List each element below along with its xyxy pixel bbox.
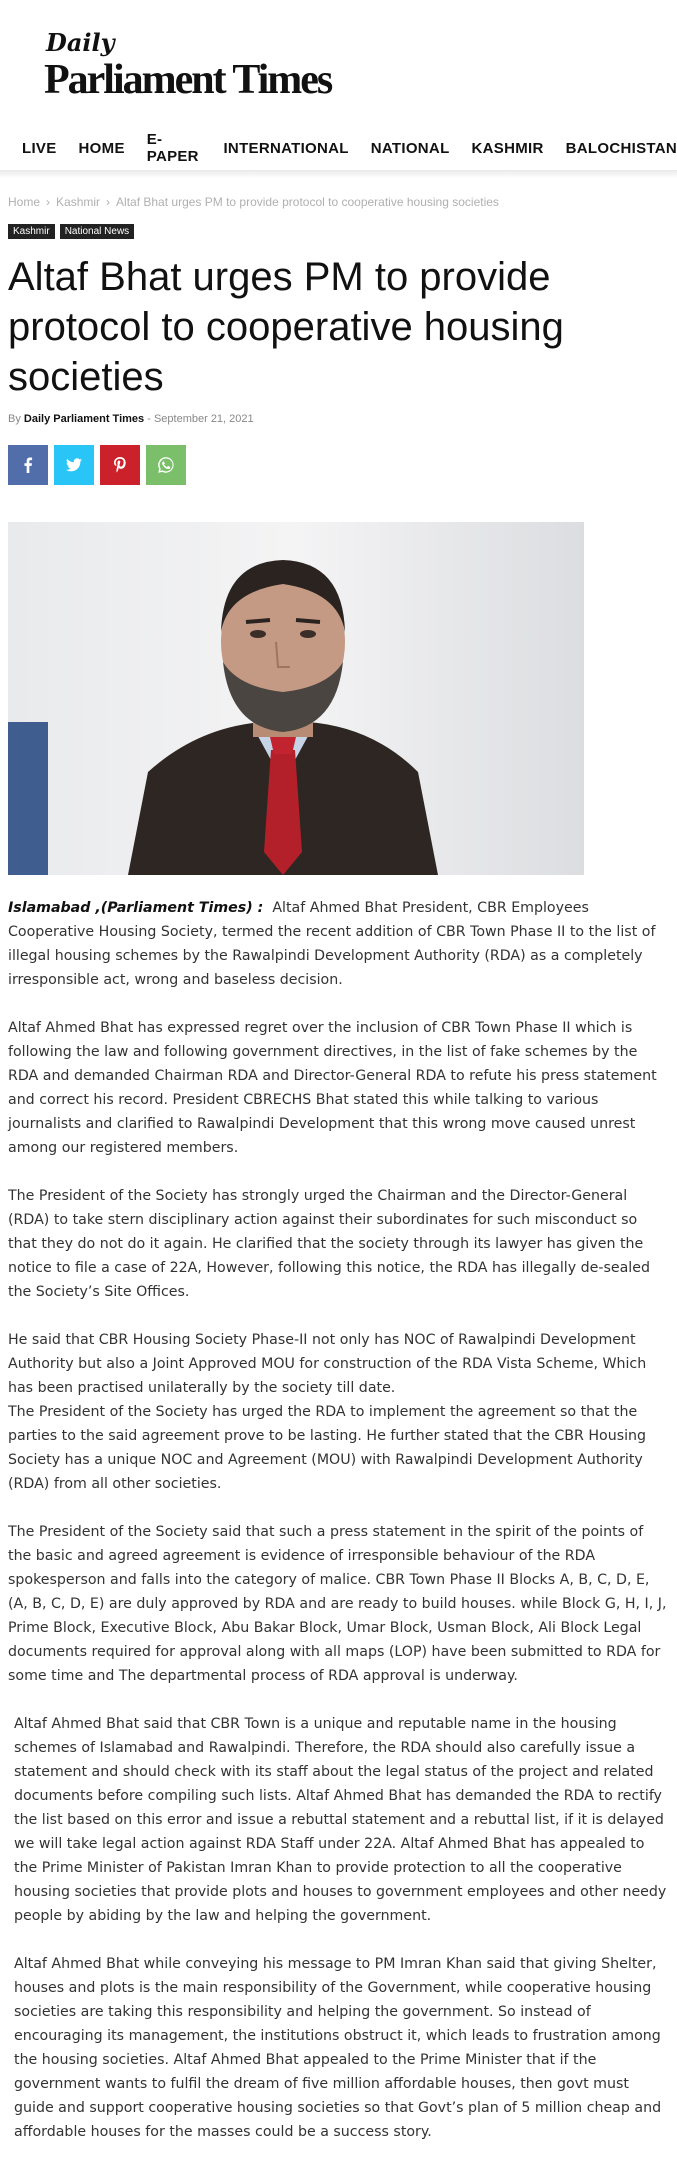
main-nav [0, 131, 677, 165]
article-photo [8, 522, 584, 875]
share-buttons [8, 445, 186, 485]
paragraph-4a-text: He said that CBR Housing Society Phase-II not only has NOC of Rawalpindi Development Authority but also a Joint Approved MOU for construction of the RDA Vista Scheme, Which has been practised unilaterally by the society till date. [8, 1332, 647, 1396]
article-paragraph-5: The President of the Society said that such a press statement in the spirit of the points of the basic and agreed agreement is evidence of irresponsible behaviour of the RDA spokesperson and falls into the category of malice. CBR Town Phase II Blocks A, B, C, D, E, (A, B, C, D, E) are duly approved by RDA and are ready to build houses. while Block G, H, I, J, Prime Block, Executive Block, Abu Bakar Block, Umar Block, Usman Block, Ali Block Legal documents required for approval along with all maps (LOP) have been submitted to RDA for some time and The departmental process of RDA approval is underway. [8, 1524, 667, 1684]
tag-kashmir[interactable]: Kashmir [8, 224, 55, 239]
paragraph-1-text: Altaf Ahmed Bhat President, CBR Employees Cooperative Housing Society, termed the recent addition of CBR Town Phase II to the list of illegal housing schemes by the Rawalpindi Development Authority (RDA) as a completely irresponsible act, wrong and baseless decision. [8, 900, 656, 988]
site-logo[interactable] [44, 28, 332, 108]
breadcrumb-separator-icon: › [46, 195, 51, 209]
article-meta [8, 413, 254, 425]
meta-by: By [8, 413, 21, 425]
article-paragraph-4 [8, 1328, 668, 1496]
author-link[interactable]: Daily Parliament Times [23, 413, 145, 425]
breadcrumb [8, 195, 499, 209]
article-paragraph-2: Altaf Ahmed Bhat has expressed regret over the inclusion of CBR Town Phase II which is following the law and following government directives, in the list of fake schemes by the RDA and demanded Chairman RDA and Director-General RDA to refute his press statement and correct his record. President CBRECHS Bhat stated this while talking to various journalists and clarified to Rawalpindi Development that this wrong move caused unrest among our registered members. [8, 1020, 657, 1156]
pinterest-icon [114, 457, 126, 473]
breadcrumb-home[interactable]: Home [8, 195, 41, 209]
whatsapp-icon [157, 456, 175, 474]
meta-dash: - [147, 413, 151, 425]
whatsapp-share-button[interactable] [146, 445, 186, 485]
logo-daily: Daily [46, 28, 115, 57]
tag-national-news[interactable]: National News [60, 224, 134, 239]
category-tags [8, 224, 134, 239]
article-paragraph-1 [8, 896, 668, 992]
facebook-share-button[interactable] [8, 445, 48, 485]
nav-e-paper[interactable]: E-PAPER [146, 131, 199, 165]
article-body [8, 896, 668, 2168]
nav-divider [0, 170, 677, 178]
nav-balochistan[interactable]: BALOCHISTAN [565, 139, 677, 157]
article-title: Altaf Bhat urges PM to provide protocol to cooperative housing societies [8, 255, 564, 399]
paragraph-4b-text: The President of the Society has urged the RDA to implement the agreement so that the parties to the said agreement prove to be lasting. He further stated that the CBR Housing Society has a unique NOC and Agreement (MOU) with Rawalpindi Development Authority (RDA) from all other societies. [8, 1404, 647, 1492]
article-dateline: Islamabad ,(Parliament Times) : [8, 900, 264, 916]
article-paragraph-3: The President of the Society has strongly urged the Chairman and the Director-General (RDA) to take stern disciplinary action against their subordinates for such misconduct so that they do not do it again. He clarified that the society through its lawyer has given the notice to file a case of 22A, However, following this notice, the RDA has illegally de-sealed the Society’s Site Offices. [8, 1188, 650, 1300]
nav-home[interactable]: HOME [78, 139, 125, 157]
nav-live[interactable]: LIVE [22, 139, 57, 157]
nav-international[interactable]: INTERNATIONAL [223, 139, 349, 157]
breadcrumb-category[interactable]: Kashmir [56, 195, 101, 209]
breadcrumb-current: Altaf Bhat urges PM to provide protocol to cooperative housing societies [116, 195, 499, 209]
breadcrumb-separator-icon: › [106, 195, 111, 209]
nav-national[interactable]: NATIONAL [370, 139, 450, 157]
portrait-illustration [8, 522, 584, 875]
twitter-icon [66, 458, 82, 472]
site-header [0, 0, 677, 126]
article-date: September 21, 2021 [153, 413, 254, 425]
article-paragraph-7: Altaf Ahmed Bhat while conveying his message to PM Imran Khan said that giving Shelter, houses and plots is the main responsibility of the Government, while cooperative housing societies are taking this responsibility and helping the government. So instead of encouraging its management, the institutions obstruct it, which leads to frustration among the housing societies. Altaf Ahmed Bhat appealed to the Prime Minister that if the government wants to fulfil the dream of five million affordable houses, then govt must guide and support cooperative housing societies so that Govt’s plan of 5 million cheap and affordable houses for the masses could be a success story. [14, 1956, 662, 2140]
nav-kashmir[interactable]: KASHMIR [471, 139, 544, 157]
pinterest-share-button[interactable] [100, 445, 140, 485]
article-paragraph-6: Altaf Ahmed Bhat said that CBR Town is a unique and reputable name in the housing schemes of Islamabad and Rawalpindi. Therefore, the RDA should also carefully issue a statement and should check with its staff about the legal status of the project and related documents before compiling such lists. Altaf Ahmed Bhat has demanded the RDA to rectify the list based on this error and issue a rebuttal statement and a rebuttal list, if it is delayed we will take legal action against RDA Staff under 22A. Altaf Ahmed Bhat has appealed to the Prime Minister of Pakistan Imran Khan to provide protection to all the cooperative housing societies that provide plots and houses to government employees and other needy people by abiding by the law and helping the government. [14, 1716, 667, 1924]
twitter-share-button[interactable] [54, 445, 94, 485]
facebook-icon [21, 457, 35, 473]
logo-title: Parliament Times [44, 57, 332, 103]
